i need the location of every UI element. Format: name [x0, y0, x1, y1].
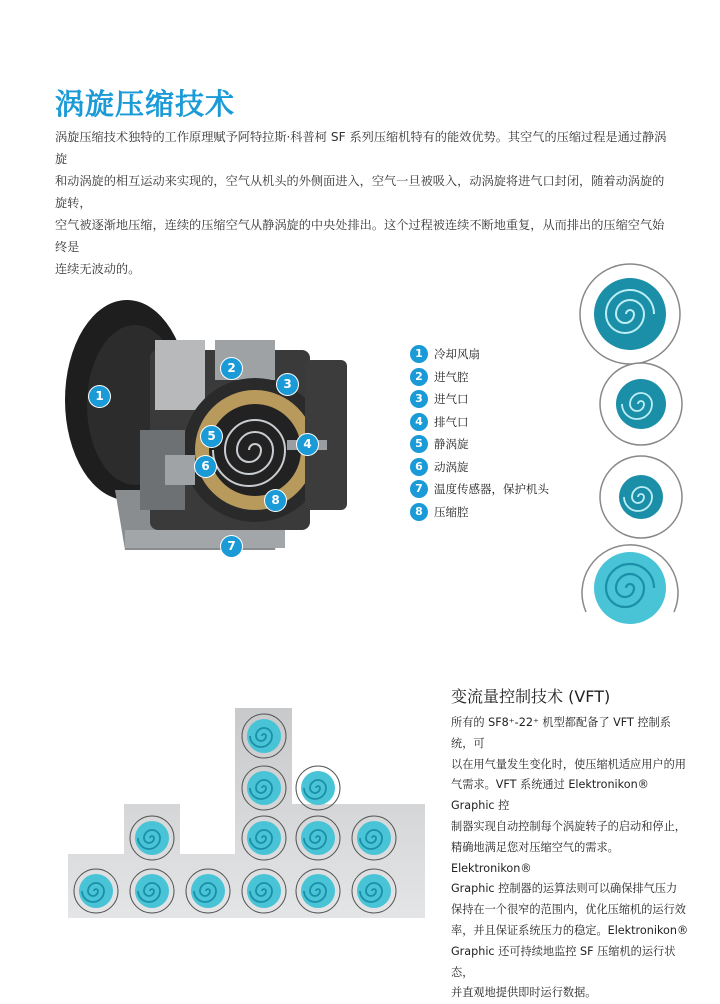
scroll-rotor-icon: [242, 766, 286, 810]
vft-line: Graphic 还可持续地监控 SF 压缩机的运行状态，: [451, 944, 676, 979]
scroll-rotor-icon: [296, 869, 340, 913]
legend-item: [410, 343, 549, 366]
intro-paragraph: [55, 126, 675, 280]
callout-2: 2: [221, 358, 242, 379]
intro-line: 和动涡旋的相互运动来实现的，空气从机头的外侧面进入，空气一旦被吸入，动涡旋将进气口封闭，随着动涡旋的旋转，: [55, 174, 665, 210]
component-legend: [410, 343, 549, 523]
scroll-rotor-icon: [130, 816, 174, 860]
vft-line: 气需求。VFT 系统通过 Elektronikon® Graphic 控: [451, 778, 649, 813]
legend-number: 6: [410, 458, 428, 476]
callout-1: 1: [89, 386, 110, 407]
compressor-illustration: [55, 280, 355, 570]
compressor-drawing: [55, 280, 355, 570]
legend-number: 3: [410, 390, 428, 408]
vft-line: 精确地满足您对压缩空气的需求。Elektronikon®: [451, 840, 619, 875]
page-title: 涡旋压缩技术: [55, 87, 236, 121]
scroll-stage-4-icon: [578, 542, 682, 642]
scroll-rotor-icon: [130, 869, 174, 913]
legend-label: 冷却风扇: [434, 347, 480, 362]
legend-number: 8: [410, 503, 428, 521]
scroll-rotor-icon: [242, 869, 286, 913]
scroll-rotor-icon: [296, 816, 340, 860]
scroll-rotor-icon: [74, 869, 118, 913]
vft-line: 制器实现自动控制每个涡旋转子的启动和停止，: [451, 819, 686, 833]
intro-line: 涡旋压缩技术独特的工作原理赋予阿特拉斯·科普柯 SF 系列压缩机特有的能效优势。其空气的压缩过程是通过静涡旋: [55, 130, 667, 166]
callout-4: 4: [297, 434, 318, 455]
vft-paragraph: [451, 713, 689, 1004]
scroll-stage-3-icon: [598, 454, 684, 544]
scroll-stage-2-icon: [598, 361, 684, 451]
callout-6: 6: [195, 456, 216, 477]
scroll-rotor-icon: [242, 816, 286, 860]
legend-number: 2: [410, 368, 428, 386]
legend-label: 进气口: [434, 392, 469, 407]
intro-line: 空气被逐渐地压缩，连续的压缩空气从静涡旋的中央处排出。这个过程被连续不断地重复，从而排出的压缩空气始终是: [55, 218, 665, 254]
scroll-rotor-icon: [296, 766, 340, 810]
legend-number: 7: [410, 480, 428, 498]
legend-item: [410, 456, 549, 479]
legend-label: 进气腔: [434, 369, 469, 384]
vft-line: 率，并且保证系统压力的稳定。Elektronikon®: [451, 923, 689, 937]
callout-8: 8: [265, 490, 286, 511]
legend-number: 5: [410, 435, 428, 453]
legend-item: [410, 501, 549, 524]
legend-label: 排气口: [434, 414, 469, 429]
legend-label: 静涡旋: [434, 437, 469, 452]
legend-label: 压缩腔: [434, 504, 469, 519]
scroll-rotor-icon: [242, 714, 286, 758]
callout-3: 3: [277, 374, 298, 395]
legend-number: 4: [410, 413, 428, 431]
legend-label: 温度传感器，保护机头: [434, 482, 549, 497]
legend-item: [410, 411, 549, 434]
callout-5: 5: [201, 426, 222, 447]
legend-item: [410, 366, 549, 389]
legend-item: [410, 388, 549, 411]
legend-number: 1: [410, 345, 428, 363]
vft-line: 保持在一个很窄的范围内，优化压缩机的运行效: [451, 903, 686, 917]
vft-line: 所有的 SF8⁺-22⁺ 机型都配备了 VFT 控制系统，可: [451, 716, 671, 750]
vft-line: 以在用气量发生变化时，使压缩机适应用户的用: [451, 757, 686, 771]
legend-item: [410, 433, 549, 456]
scroll-rotor-icon: [186, 869, 230, 913]
vft-line: 并直观地提供即时运行数据。: [451, 986, 597, 1000]
callout-7: 7: [221, 536, 242, 557]
vft-line: Graphic 控制器的运算法则可以确保排气压力: [451, 882, 678, 896]
legend-label: 动涡旋: [434, 459, 469, 474]
vft-title: 变流量控制技术 (VFT): [451, 687, 611, 706]
scroll-rotor-icon: [352, 816, 396, 860]
intro-line: 连续无波动的。: [55, 262, 141, 276]
scroll-rotor-icon: [352, 869, 396, 913]
legend-item: [410, 478, 549, 501]
vft-scroll-grid: [68, 708, 425, 918]
scroll-stage-1-icon: [578, 262, 682, 370]
